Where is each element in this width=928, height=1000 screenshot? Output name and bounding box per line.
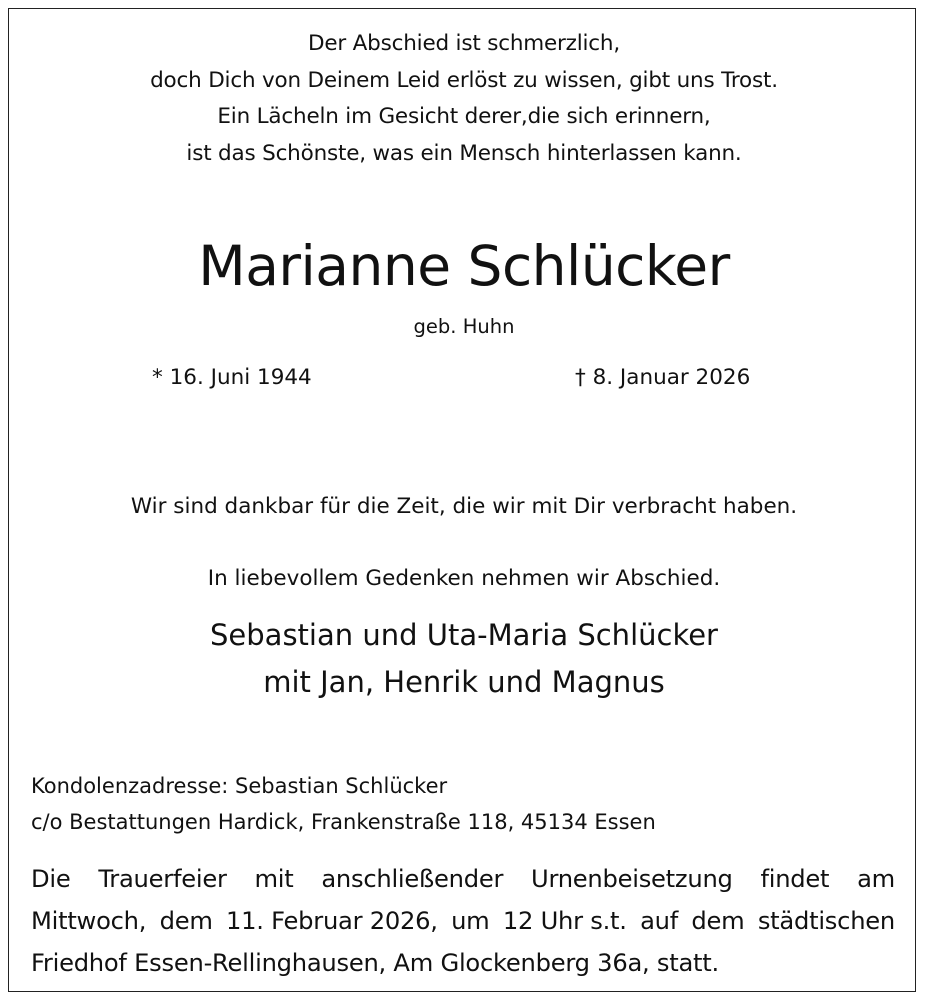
mourner-line: Sebastian und Uta-Maria Schlücker [210,618,718,652]
ceremony-word: städtischen [757,907,895,935]
farewell-text: In liebevollem Gedenken nehmen wir Abschied. [207,566,721,591]
birth-date: * 16. Juni 1944 [152,365,312,390]
condolence-line: c/o Bestattungen Hardick, Frankenstraße 118, 45134 Essen [31,810,656,834]
ceremony-line-1 [31,858,895,900]
ceremony-word: dem [691,907,745,935]
ceremony-word: Urnenbeisetzung [530,865,733,893]
maiden-name: geb. Huhn [413,315,515,338]
ceremony-word: 11. Februar 2026, [226,907,438,935]
ceremony-line-2 [31,900,895,942]
ceremony-word: Mittwoch, [31,907,147,935]
ceremony-word: Die [31,865,71,893]
ceremony-info [31,858,895,984]
poem [0,26,928,172]
ceremony-word: am [857,865,895,893]
death-date: † 8. Januar 2026 [575,365,751,390]
condolence-line: Kondolenzadresse: Sebastian Schlücker [31,774,448,798]
mourner-line: mit Jan, Henrik und Magnus [263,665,665,699]
poem-line: ist das Schönste, was ein Mensch hinterlassen kann. [186,140,742,166]
ceremony-line-3: Friedhof Essen-Rellinghausen, Am Glockenberg 36a, statt. [31,949,719,977]
ceremony-word: mit [254,865,294,893]
ceremony-word: dem [159,907,213,935]
mourners [0,612,928,706]
poem-line: Der Abschied ist schmerzlich, [308,31,620,56]
condolence-address [31,768,656,840]
ceremony-word: Trauerfeier [98,865,227,893]
ceremony-word: anschließender [321,865,504,893]
poem-line: doch Dich von Deinem Leid erlöst zu wissen, gibt uns Trost. [150,67,778,93]
ceremony-word: auf [640,907,679,935]
poem-line: Ein Lächeln im Gesicht derer,die sich erinnern, [217,104,711,129]
ceremony-word: findet [760,865,830,893]
ceremony-word: um [451,907,490,935]
thanks-text: Wir sind dankbar für die Zeit, die wir mit Dir verbracht haben. [130,494,798,519]
ceremony-word: 12 Uhr s.t. [502,907,627,935]
deceased-name: Marianne Schlücker [198,234,730,298]
